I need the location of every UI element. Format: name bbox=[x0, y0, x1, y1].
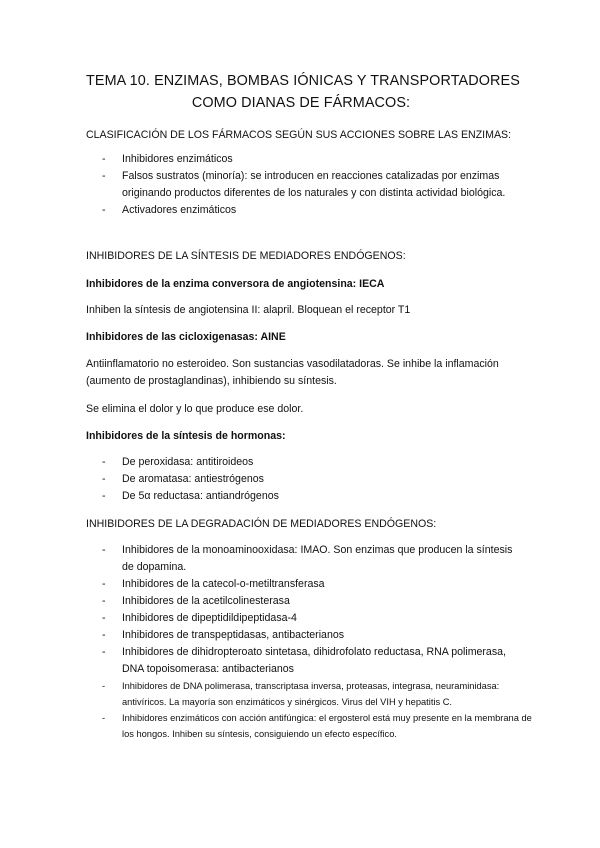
list-item: - Inhibidores de dipeptidildipeptidasa-4 bbox=[102, 612, 297, 624]
list-item: - Inhibidores enzimáticos con acción antifúngica: el ergosterol está muy presente en la membrana de los hongos. Inhiben su síntesis, consiguiendo un efecto específico. bbox=[102, 713, 532, 739]
list-item: - Inhibidores de transpeptidasas, antibacterianos bbox=[102, 629, 345, 641]
section1-heading: CLASIFICACIÓN DE LOS FÁRMACOS SEGÚN SUS ACCIONES SOBRE LAS ENZIMAS: bbox=[86, 129, 512, 141]
list-item: - Inhibidores de la acetilcolinesterasa bbox=[102, 595, 290, 607]
aine-text: Antiinflamatorio no esteroideo. Son sustancias vasodilatadoras. Se inhibe la inflamación (aumento de prostaglandinas), inhibiendo su síntesis. bbox=[86, 358, 499, 387]
list-item: - De 5α reductasa: antiandrógenos bbox=[102, 490, 279, 502]
ieca-text: Inhiben la síntesis de angiotensina II: alapril. Bloquean el receptor T1 bbox=[86, 304, 411, 316]
ieca-title: Inhibidores de la enzima conversora de angiotensina: IECA bbox=[86, 278, 385, 290]
list-item: - Inhibidores enzimáticos bbox=[102, 153, 233, 165]
list-item: - Inhibidores de la catecol-o-metiltransferasa bbox=[102, 578, 325, 590]
section1-list-wrap bbox=[86, 151, 526, 219]
document-title bbox=[86, 70, 520, 114]
list-item: - De peroxidasa: antitiroideos bbox=[102, 456, 254, 468]
section1-list bbox=[86, 151, 526, 219]
section3-list-wrap bbox=[86, 542, 532, 742]
list-item: - Inhibidores de DNA polimerasa, transcriptasa inversa, proteasas, integrasa, neuraminidasa: antivíricos. La mayoría son enzimáticos y sinérgicos. Virus del VIH y hepatitis C. bbox=[102, 681, 500, 707]
list-item: - Inhibidores de dihidropteroato sintetasa, dihidrofolato reductasa, RNA polimerasa, DNA topoisomerasa: antibacterianos bbox=[102, 646, 506, 675]
section3-small-list bbox=[86, 678, 532, 742]
title-line-2: COMO DIANAS DE FÁRMACOS: bbox=[191, 95, 411, 111]
list-item: - Activadores enzimáticos bbox=[102, 204, 237, 216]
hormonas-list bbox=[86, 454, 526, 505]
hormonas-title: Inhibidores de la síntesis de hormonas: bbox=[86, 430, 286, 442]
list-item: - De aromatasa: antiestrógenos bbox=[102, 473, 264, 485]
list-item: - Falsos sustratos (minoría): se introducen en reacciones catalizadas por enzimas originando productos diferentes de los naturales y con distinta actividad biológica. bbox=[102, 170, 506, 199]
section2-heading: INHIBIDORES DE LA SÍNTESIS DE MEDIADORES ENDÓGENOS: bbox=[86, 250, 406, 262]
section3-heading: INHIBIDORES DE LA DEGRADACIÓN DE MEDIADORES ENDÓGENOS: bbox=[86, 518, 437, 530]
aine-text-2: Se elimina el dolor y lo que produce ese dolor. bbox=[86, 403, 304, 415]
aine-title: Inhibidores de las cicloxigenasas: AINE bbox=[86, 331, 286, 343]
list-item: - Inhibidores de la monoaminooxidasa: IMAO. Son enzimas que producen la síntesis de dopamina. bbox=[102, 544, 513, 573]
section3-list bbox=[86, 542, 526, 678]
title-line-1: TEMA 10. ENZIMAS, BOMBAS IÓNICAS Y TRANSPORTADORES bbox=[86, 73, 520, 89]
hormonas-list-wrap bbox=[86, 454, 526, 505]
